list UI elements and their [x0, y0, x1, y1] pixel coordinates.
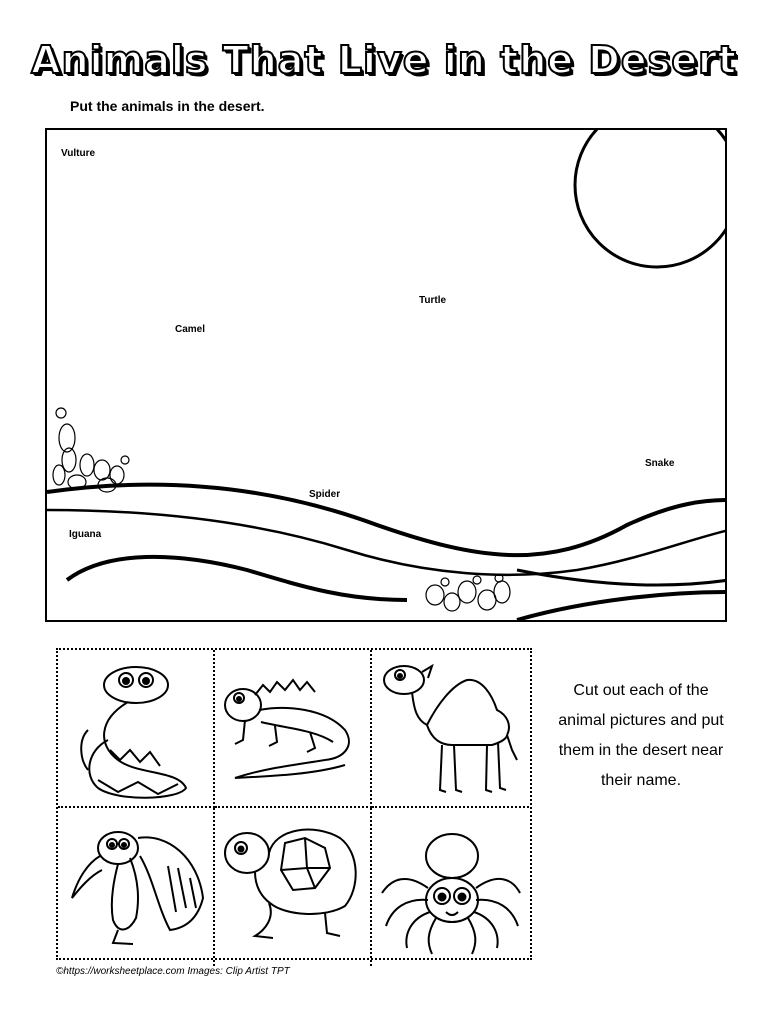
dune-line [47, 510, 727, 575]
cactus-icon [426, 574, 510, 611]
cutout-vulture[interactable] [58, 808, 215, 966]
cutout-grid [56, 648, 532, 960]
desert-background [47, 130, 727, 622]
snake-icon [58, 650, 213, 806]
spider-icon [372, 808, 527, 960]
credit-text: ©https://worksheetplace.com Images: Clip Artist TPT [56, 966, 290, 977]
dune-line [517, 592, 727, 620]
cactus-icon [53, 408, 129, 492]
label-vulture: Vulture [61, 148, 96, 159]
iguana-icon [215, 650, 370, 806]
dune-line [47, 485, 727, 555]
cutout-camel[interactable] [372, 650, 529, 808]
label-iguana: Iguana [69, 529, 102, 540]
label-snake: Snake [645, 458, 675, 469]
cutout-turtle[interactable] [215, 808, 372, 966]
camel-icon [372, 650, 527, 806]
cutout-spider[interactable] [372, 808, 529, 966]
turtle-icon [215, 808, 370, 960]
desert-scene [45, 128, 727, 622]
instruction-text: Put the animals in the desert. [70, 98, 265, 114]
cutout-snake[interactable] [58, 650, 215, 808]
label-camel: Camel [175, 324, 206, 335]
cut-instructions: Cut out each of the animal pictures and put them in the desert near their name. [558, 682, 724, 789]
sun-icon [575, 130, 727, 267]
label-spider: Spider [309, 489, 341, 500]
worksheet-title: Animals That Live in the Desert [31, 38, 737, 82]
vulture-icon [58, 808, 213, 960]
cutout-iguana[interactable] [215, 650, 372, 808]
dune-line [67, 557, 407, 600]
label-turtle: Turtle [419, 295, 447, 306]
